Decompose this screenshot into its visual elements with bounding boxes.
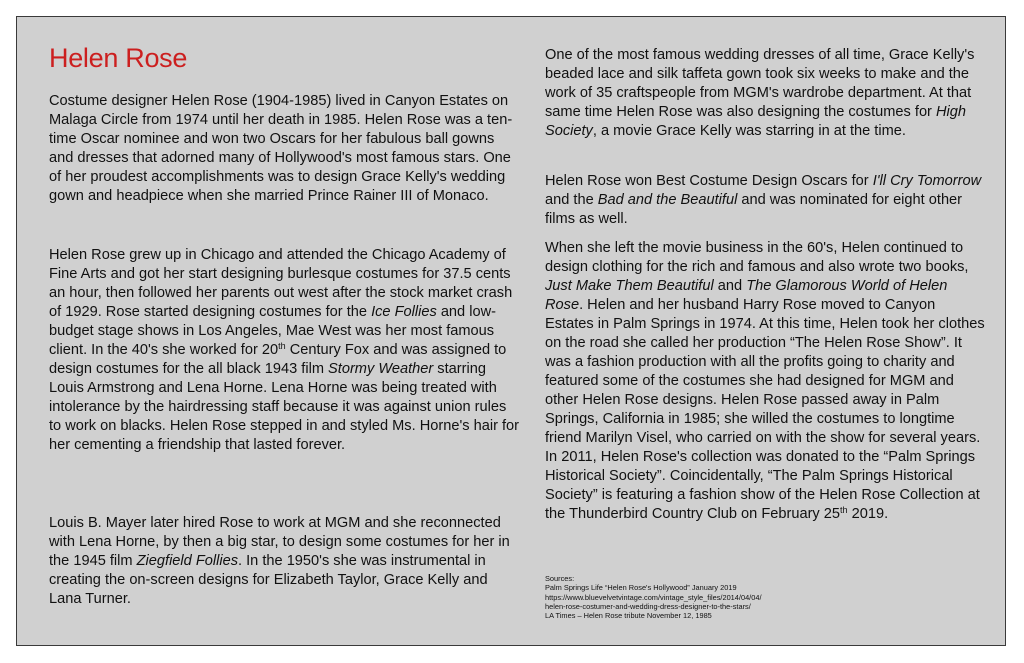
content-panel <box>16 16 1006 646</box>
book-title: The Glamorous World of Helen Rose <box>545 278 948 313</box>
sources-block <box>545 574 985 620</box>
film-title: High Society <box>545 104 966 139</box>
paragraph-early-career: Helen Rose grew up in Chicago and attended the Chicago Academy of Fine Arts and got her start designing burlesque costumes for 37.5 cents an hour, then followed her parents out west after the stock market crash of 1929. Rose started designing costumes for the Ice Follies and low-budget stage shows in Los Angeles, Mae West was her most famous client. In the 40's she worked for 20th Century Fox and was assigned to design costumes for the all black 1943 film Stormy Weather starring Louis Armstrong and Lena Horne. Lena Horne was being treated with intolerance by the hairdressing staff because it was against union rules to work on blacks. Helen Rose stepped in and styled Ms. Horne's hair for her cementing a friendship that lasted forever. <box>49 247 520 453</box>
source-line: helen-rose-costumer-and-wedding-dress-designer-to-the-stars/ <box>545 601 751 611</box>
source-line: https://www.bluevelvetvintage.com/vintage_style_files/2014/04/04/ <box>545 592 762 602</box>
paragraph-wedding-dress: One of the most famous wedding dresses of all time, Grace Kelly's beaded lace and silk taffeta gown took six weeks to make and the work of 35 craftspeople from MGM's wardrobe department. At that same time Helen Rose was also designing the costumes for High Society, a movie Grace Kelly was starring in at the time. <box>545 47 975 139</box>
film-title: I'll Cry Tomorrow <box>872 173 982 189</box>
film-title: Ice Follies <box>371 304 437 320</box>
page-title: Helen Rose <box>49 43 188 73</box>
source-line: LA Times – Helen Rose tribute November 12, 1985 <box>545 611 712 621</box>
book-title: Just Make Them Beautiful <box>545 278 714 294</box>
film-title: Stormy Weather <box>328 361 434 377</box>
film-title: Ziegfield Follies <box>136 553 239 569</box>
paragraph-mgm: Louis B. Mayer later hired Rose to work at MGM and she reconnected with Lena Horne, by then a big star, to design some costumes for her in the 1945 film Ziegfield Follies. In the 1950's she was instrumental in creating the on-screen designs for Elizabeth Taylor, Grace Kelly and Lana Turner. <box>49 515 510 607</box>
paragraph-intro: Costume designer Helen Rose (1904-1985) lived in Canyon Estates on Malaga Circle from 1974 until her death in 1985. Helen Rose was a ten-time Oscar nominee and won two Oscars for her fabulous ball gowns and dresses that adorned many of Hollywood's most famous stars. One of her proudest accomplishments was to design Grace Kelly's wedding gown and headpiece when she married Prince Rainer III of Monaco. <box>49 93 513 204</box>
film-title: Bad and the Beautiful <box>597 192 738 208</box>
source-line: Palm Springs Life “Helen Rose's Hollywood” January 2019 <box>545 583 737 593</box>
paragraph-later-life: When she left the movie business in the 60's, Helen continued to design clothing for the rich and famous and also wrote two books, Just Make Them Beautiful and The Glamorous World of Helen Rose. Helen and her husband Harry Rose moved to Canyon Estates in Palm Springs in 1974. At this time, Helen took her clothes on the road she called her production “The Helen Rose Show”. It was a fashion production with all the profits going to charity and featured some of the costumes she had designed for MGM and other Helen Rose designs. Helen Rose passed away in Palm Springs, California in 1985; she willed the costumes to longtime friend Marilyn Visel, who carried on with the show for several years. In 2011, Helen Rose's collection was donated to the “Palm Springs Historical Society”. Coincidentally, “The Palm Springs Historical Society” is featuring a fashion show of the Helen Rose Collection at the Thunderbird Country Club on February 25th 2019. <box>545 240 985 522</box>
paragraph-oscars: Helen Rose won Best Costume Design Oscars for I'll Cry Tomorrow and the Bad and the Beautiful and was nominated for eight other films as well. <box>545 173 982 227</box>
sources-heading: Sources: <box>545 574 575 583</box>
